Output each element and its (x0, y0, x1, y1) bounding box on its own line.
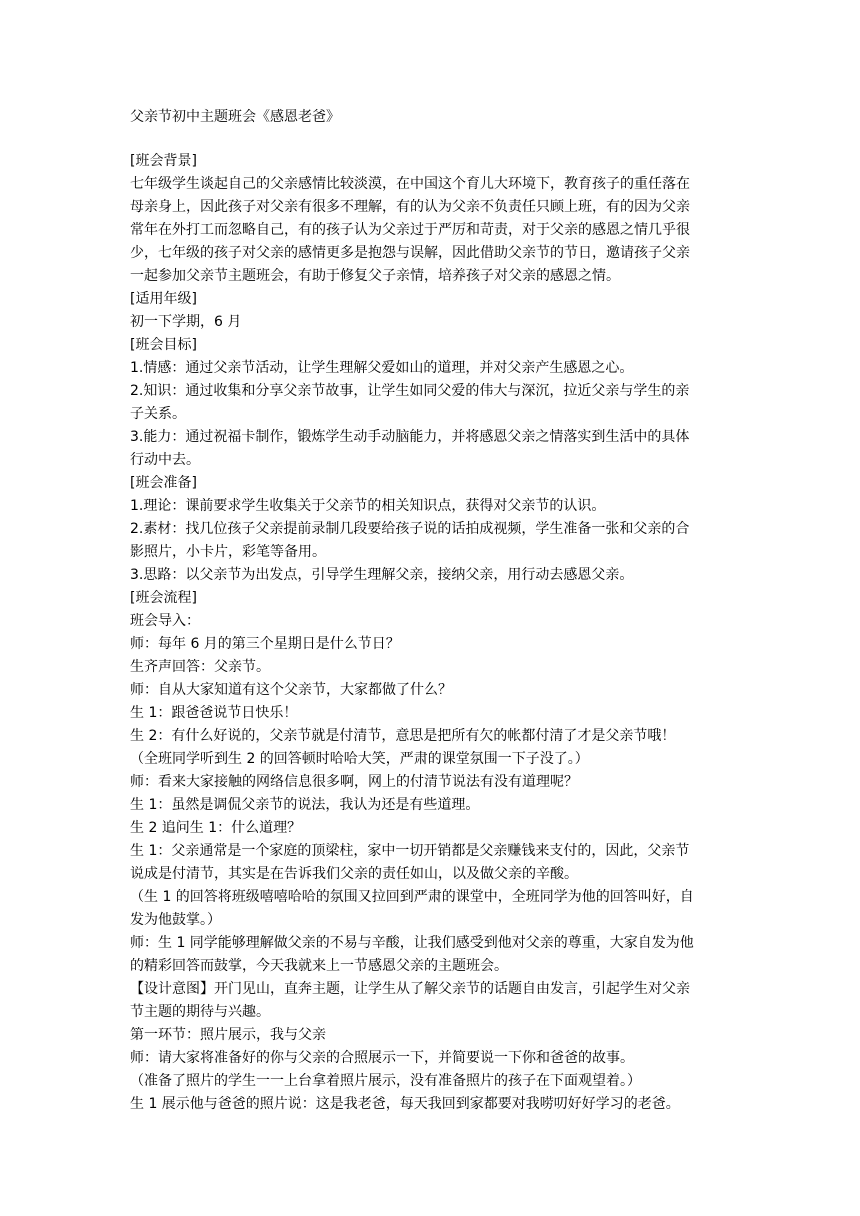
text-line: 少，七年级的孩子对父亲的感情更多是抱怨与误解，因此借助父亲节的节日，邀请孩子父亲 (130, 245, 690, 261)
text-line: [班会流程] (130, 590, 197, 606)
text-line: 师：每年 6 月的第三个星期日是什么节日？ (130, 636, 400, 652)
text-line: 1.情感：通过父亲节活动，让学生理解父爱如山的道理，并对父亲产生感恩之心。 (130, 360, 634, 376)
text-line: 师：自从大家知道有这个父亲节，大家都做了什么？ (130, 682, 452, 698)
text-line: （准备了照片的学生一一上台拿着照片展示，没有准备照片的孩子在下面观望着。） (130, 1073, 641, 1089)
text-line: 2.素材：找几位孩子父亲提前录制几段要给孩子说的话拍成视频，学生准备一张和父亲的合 (130, 521, 690, 537)
text-line: 母亲身上，因此孩子对父亲有很多不理解，有的认为父亲不负责任只顾上班，有的因为父亲 (130, 199, 690, 215)
text-line: 初一下学期，6 月 (130, 314, 242, 330)
text-line: 一起参加父亲节主题班会，有助于修复父子亲情，培养孩子对父亲的感恩之情。 (130, 268, 620, 284)
text-line: （生 1 的回答将班级嘻嘻哈哈的氛围又拉回到严肃的课堂中，全班同学为他的回答叫好，自 (130, 889, 694, 905)
text-line: 常年在外打工而忽略自己，有的孩子认为父亲过于严厉和苛责，对于父亲的感恩之情几乎很 (130, 222, 690, 238)
text-line: 说成是付清节，其实是在告诉我们父亲的责任如山，以及做父亲的辛酸。 (130, 866, 578, 882)
text-line: 生齐声回答：父亲节。 (130, 659, 270, 675)
document-title: 父亲节初中主题班会《感恩老爸》 (130, 109, 340, 125)
text-line: 【设计意图】开门见山，直奔主题，让学生从了解父亲节的话题自由发言，引起学生对父亲 (130, 981, 690, 997)
text-line: 班会导入： (130, 613, 200, 629)
text-line: 子关系。 (130, 406, 186, 422)
text-line: 师：请大家将准备好的你与父亲的合照展示一下，并简要说一下你和爸爸的故事。 (130, 1050, 634, 1066)
text-line: [班会目标] (130, 337, 197, 353)
text-line: 生 1 展示他与爸爸的照片说：这是我老爸，每天我回到家都要对我唠叨好好学习的老爸。 (130, 1096, 680, 1112)
text-line: 生 2 追问生 1：什么道理？ (130, 820, 302, 836)
text-line: 节主题的期待与兴趣。 (130, 1004, 270, 1020)
text-line: 生 1：虽然是调侃父亲节的说法，我认为还是有些道理。 (130, 797, 480, 813)
text-line: 生 2：有什么好说的，父亲节就是付清节，意思是把所有欠的帐都付清了才是父亲节哦！ (130, 728, 676, 744)
text-line: 的精彩回答而鼓掌，今天我就来上一节感恩父亲的主题班会。 (130, 958, 508, 974)
text-line: 生 1：父亲通常是一个家庭的顶梁柱，家中一切开销都是父亲赚钱来支付的，因此，父亲节 (130, 843, 690, 859)
text-line: 影照片，小卡片，彩笔等备用。 (130, 544, 326, 560)
text-line: 2.知识：通过收集和分享父亲节故事，让学生如同父爱的伟大与深沉，拉近父亲与学生的亲 (130, 383, 690, 399)
text-line: [班会背景] (130, 153, 197, 169)
text-line: （全班同学听到生 2 的回答顿时哈哈大笑，严肃的课堂氛围一下子没了。） (130, 751, 589, 767)
text-line: 师：生 1 同学能够理解做父亲的不易与辛酸，让我们感受到他对父亲的尊重，大家自发为他 (130, 935, 694, 951)
text-line: [班会准备] (130, 475, 197, 491)
text-line: [适用年级] (130, 291, 197, 307)
text-line: 生 1：跟爸爸说节日快乐！ (130, 705, 298, 721)
text-line: 七年级学生谈起自己的父亲感情比较淡漠，在中国这个育儿大环境下，教育孩子的重任落在 (130, 176, 690, 192)
document-body (130, 150, 735, 1116)
text-line: 师：看来大家接触的网络信息很多啊，网上的付清节说法有没有道理呢？ (130, 774, 578, 790)
text-line: 行动中去。 (130, 452, 200, 468)
text-line: 3.能力：通过祝福卡制作，锻炼学生动手动脑能力，并将感恩父亲之情落实到生活中的具体 (130, 429, 690, 445)
text-line: 发为他鼓掌。） (130, 912, 221, 928)
text-line: 3.思路：以父亲节为出发点，引导学生理解父亲，接纳父亲，用行动去感恩父亲。 (130, 567, 634, 583)
text-line: 1.理论：课前要求学生收集关于父亲节的相关知识点，获得对父亲节的认识。 (130, 498, 606, 514)
text-line: 第一环节：照片展示，我与父亲 (130, 1027, 326, 1043)
